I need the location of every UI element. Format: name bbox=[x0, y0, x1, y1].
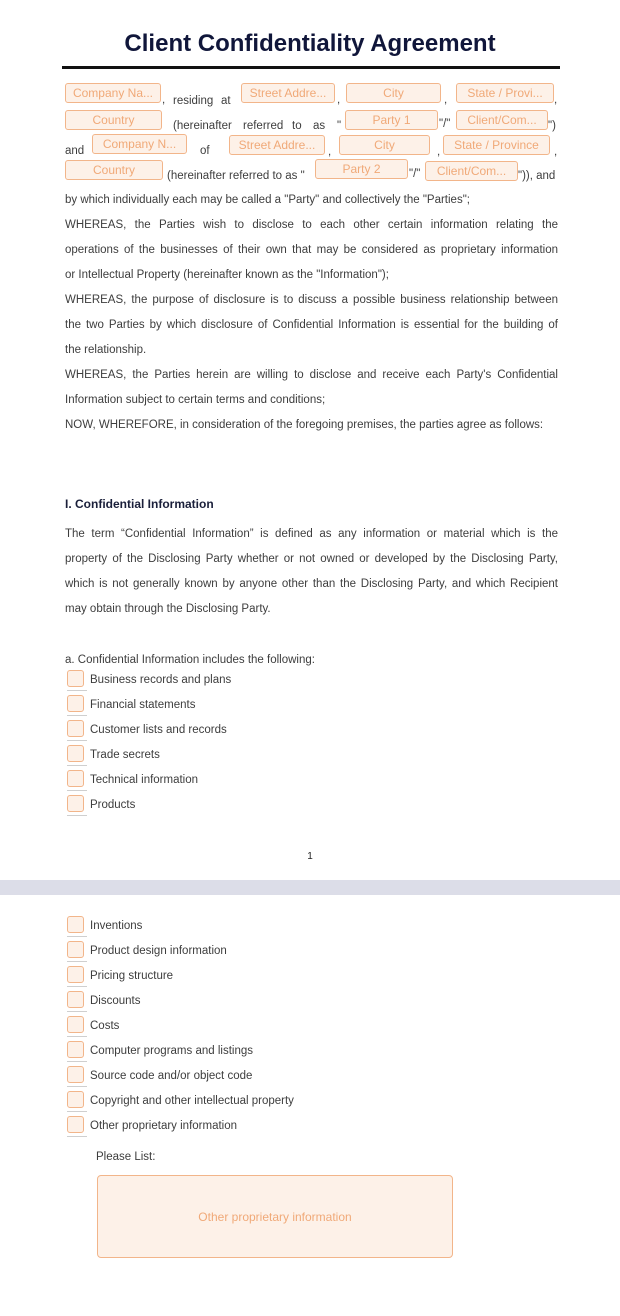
checkbox[interactable] bbox=[67, 720, 84, 737]
checkbox[interactable] bbox=[67, 941, 84, 958]
alias-separator-2: "/" bbox=[409, 168, 421, 180]
recital-line: Information subject to certain terms and conditions; bbox=[65, 394, 326, 406]
please-list-label: Please List: bbox=[96, 1151, 156, 1163]
referred-text: referred bbox=[243, 120, 284, 132]
recital-line: NOW, WHEREFORE, in consideration of the foregoing premises, the parties agree as follows: bbox=[65, 419, 544, 431]
checkbox-label: Copyright and other intellectual property bbox=[90, 1095, 294, 1107]
party2-alias-field[interactable]: Party 2 bbox=[315, 159, 408, 179]
party1-city-field[interactable]: City bbox=[346, 83, 441, 103]
includes-label: a. Confidential Information includes the following: bbox=[65, 654, 315, 666]
definition-line: may obtain through the Disclosing Party. bbox=[65, 603, 271, 615]
party2-street-address-field[interactable]: Street Addre... bbox=[229, 135, 325, 155]
recital-line: the two Parties by which disclosure of Confidential Information is essential for the building of bbox=[65, 319, 558, 331]
party1-alias-field[interactable]: Party 1 bbox=[345, 110, 438, 130]
party2-city-field[interactable]: City bbox=[339, 135, 430, 155]
at-text: at bbox=[221, 95, 231, 107]
checkbox[interactable] bbox=[67, 916, 84, 933]
checkbox-label: Costs bbox=[90, 1020, 120, 1032]
party1-country-field[interactable]: Country bbox=[65, 110, 162, 130]
checkbox-label: Customer lists and records bbox=[90, 724, 227, 736]
checkbox-label: Product design information bbox=[90, 945, 227, 957]
checkbox[interactable] bbox=[67, 1066, 84, 1083]
checkbox[interactable] bbox=[67, 1016, 84, 1033]
page-title: Client Confidentiality Agreement bbox=[124, 30, 496, 57]
party1-state-field[interactable]: State / Provi... bbox=[456, 83, 554, 103]
recital-line: WHEREAS, the Parties herein are willing to disclose and receive each Party's Confidential bbox=[65, 369, 558, 381]
definition-paragraph bbox=[65, 522, 558, 622]
checkbox-label: Source code and/or object code bbox=[90, 1070, 253, 1082]
recital-line: WHEREAS, the Parties wish to disclose to each other certain information relating the bbox=[65, 219, 558, 231]
definition-line: property of the Disclosing Party whether or not owned or developed by the Disclosing Party, bbox=[65, 553, 558, 565]
recital-line: or Intellectual Property (hereinafter known as the "Information"); bbox=[65, 269, 389, 281]
recital-line: WHEREAS, the purpose of disclosure is to discuss a possible business relationship between bbox=[65, 294, 558, 306]
alias-separator: "/" bbox=[439, 118, 451, 130]
checkbox-label: Business records and plans bbox=[90, 674, 232, 686]
checkbox[interactable] bbox=[67, 745, 84, 762]
party2-country-field[interactable]: Country bbox=[65, 160, 163, 180]
residing-text: residing bbox=[173, 95, 214, 107]
page-number: 1 bbox=[307, 851, 313, 862]
to-text: to bbox=[292, 120, 302, 132]
hereinafter-text: (hereinafter bbox=[173, 120, 232, 132]
other-proprietary-info-textarea[interactable]: Other proprietary information bbox=[97, 1175, 453, 1258]
checkbox[interactable] bbox=[67, 966, 84, 983]
checkbox[interactable] bbox=[67, 770, 84, 787]
checkbox[interactable] bbox=[67, 1041, 84, 1058]
checkbox-label: Pricing structure bbox=[90, 970, 174, 982]
hereinafter-text-2: (hereinafter referred to as " bbox=[167, 170, 305, 182]
party1-company-name-field[interactable]: Company Na... bbox=[65, 83, 161, 103]
checkbox[interactable] bbox=[67, 795, 84, 812]
party1-role-field[interactable]: Client/Com... bbox=[456, 110, 548, 130]
close-paren: ") bbox=[548, 120, 556, 132]
page-1: Client Confidentiality Agreement Company Na... , residing at Street Addre... , City , State / Provi... , Country (hereinafter referred to as " Party 1 "/" Client/Com... ") and Company N... of Street Addre... , City , State / Province , Country (hereinafter referred to as " Party 2 "/" Client/Com... ")), and by which individually each may be called a "Party" and collectively the "Parties"; WHEREAS, the Parties wish to disclose to each other certain information relating the operations of the businesses of their own that may be considered as proprietary information or Intellectual Property (hereinafter known as the "Information"); WHEREAS, the purpose of disclosure is to discuss a possible business relationship between the two Parties by which disclosure of Confidential Information is essential for the building of the relationship. WHEREAS, the Parties herein are willing to disclose and receive each Party's Confidential Information subject to certain terms and conditions; NOW, WHEREFORE, in consideration of the foregoing premises, the parties agree as follows: I. Confidential Information The term “Confidential Information” is defined as any information or material which is the property of the Disclosing Party whether or not owned or developed by the Disclosing Party, which is not generally known by anyone other than the Disclosing Party, and which Recipient may obtain through the Disclosing Party. a. Confidential Information includes the following: Business records and plans Financial statements Customer lists and records Trade secrets Technical information Products 1 bbox=[0, 0, 620, 880]
checkbox[interactable] bbox=[67, 670, 84, 687]
checkbox-label: Trade secrets bbox=[90, 749, 160, 761]
recital-line: the relationship. bbox=[65, 344, 147, 356]
definition-line: The term “Confidential Information” is defined as any information or material which is the bbox=[65, 528, 558, 540]
checkbox-label: Technical information bbox=[90, 774, 199, 786]
section-heading: I. Confidential Information bbox=[65, 497, 214, 511]
checkbox[interactable] bbox=[67, 695, 84, 712]
recital-line: operations of the businesses of their own that may be considered as proprietary information bbox=[65, 244, 558, 256]
party2-company-name-field[interactable]: Company N... bbox=[92, 134, 187, 154]
party1-street-address-field[interactable]: Street Addre... bbox=[241, 83, 335, 103]
checkbox-label: Inventions bbox=[90, 920, 143, 932]
party2-role-field[interactable]: Client/Com... bbox=[425, 161, 518, 181]
open-quote: " bbox=[337, 120, 342, 132]
and-text: and bbox=[65, 145, 85, 157]
checkbox[interactable] bbox=[67, 991, 84, 1008]
close-paren-2: ")), and bbox=[518, 170, 556, 182]
checkbox-label: Financial statements bbox=[90, 699, 196, 711]
checkbox-label: Computer programs and listings bbox=[90, 1045, 253, 1057]
checkbox[interactable] bbox=[67, 1116, 84, 1133]
recitals bbox=[65, 188, 558, 438]
as-text: as bbox=[313, 120, 326, 132]
page-separator bbox=[0, 880, 620, 895]
checkbox-label: Products bbox=[90, 799, 136, 811]
checkbox-label: Other proprietary information bbox=[90, 1120, 238, 1132]
checkbox-label: Discounts bbox=[90, 995, 141, 1007]
title-divider bbox=[62, 66, 560, 69]
of-text: of bbox=[200, 145, 210, 157]
checkbox[interactable] bbox=[67, 1091, 84, 1108]
definition-line: which is not generally known by anyone other than the Disclosing Party, and which Recipient bbox=[65, 578, 558, 590]
recital-line: by which individually each may be called a "Party" and collectively the "Parties"; bbox=[65, 194, 470, 206]
party2-state-field[interactable]: State / Province bbox=[443, 135, 550, 155]
